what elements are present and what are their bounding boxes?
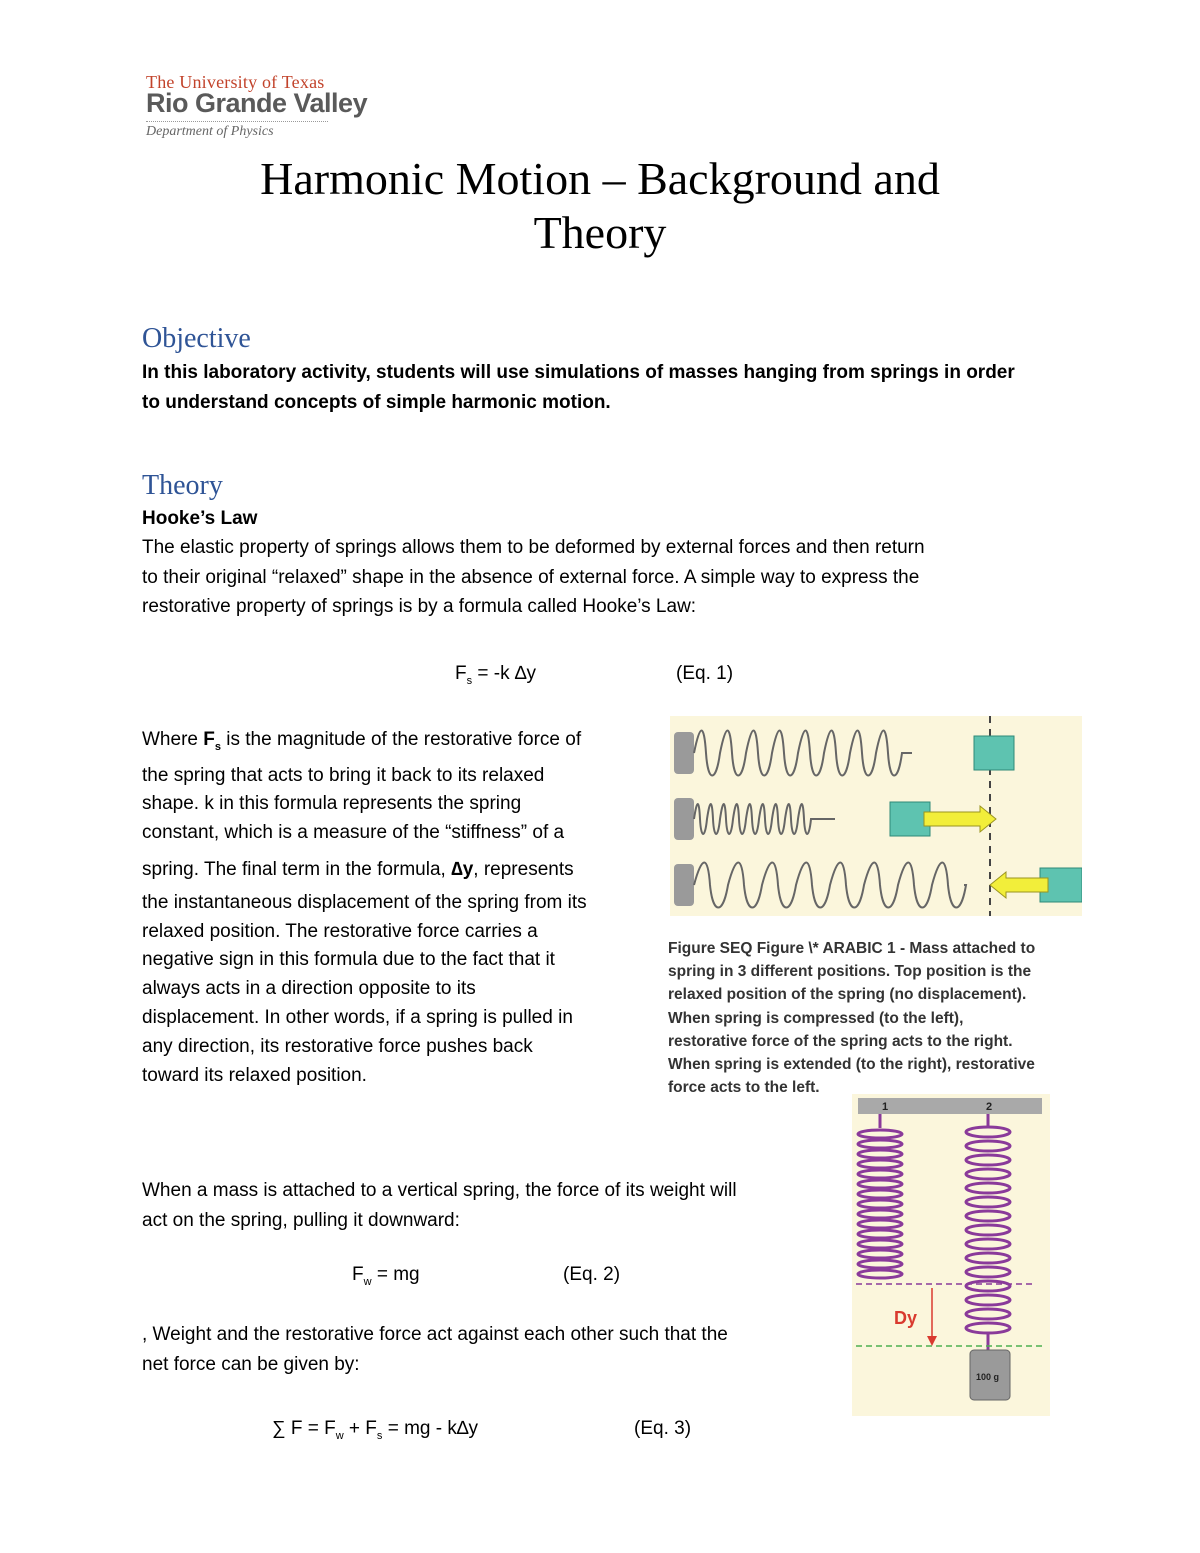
objective-line-2: to understand concepts of simple harmonic motion. (142, 391, 611, 413)
eq2-lhs: F (352, 1264, 364, 1285)
caption-line: When spring is extended (to the right), restorative (668, 1056, 1035, 1074)
text-run: spring. The final term in the formula, (142, 858, 452, 880)
caption-line: spring in 3 different positions. Top position is the (668, 963, 1032, 981)
caption-line: restorative force of the spring acts to the right. (668, 1032, 1013, 1050)
logo-divider (146, 121, 328, 122)
figure-2-vertical-springs (852, 1094, 1050, 1416)
paragraph-line: , Weight and the restorative force act against each other such that the (142, 1324, 728, 1345)
eq2-rhs: = mg (371, 1264, 420, 1285)
spring-1-label: 1 (882, 1101, 889, 1113)
wall-block (674, 864, 694, 906)
figure-1-caption (668, 937, 1088, 1099)
paragraph-line: any direction, its restorative force pushes back (142, 1035, 533, 1057)
paragraph-line: the spring that acts to bring it back to its relaxed (142, 764, 545, 786)
spring-2-label: 2 (986, 1101, 993, 1113)
mass-block-relaxed (974, 736, 1014, 770)
equation-2 (352, 1264, 420, 1288)
text-run: F (203, 729, 215, 750)
hookes-law-subheading: Hooke’s Law (142, 508, 258, 529)
caption-line: Figure SEQ Figure \* ARABIC 1 - Mass attached to (668, 940, 1036, 957)
objective-heading: Objective (142, 323, 251, 354)
paragraph-line: to their original “relaxed” shape in the absence of external force. A simple way to express the (142, 566, 920, 588)
eq2-sub: w (363, 1275, 372, 1288)
equation-3-label: (Eq. 3) (634, 1418, 692, 1439)
paragraph-line: toward its relaxed position. (142, 1064, 367, 1086)
eq1-sub: s (466, 674, 473, 687)
eq1-lhs: F (455, 663, 467, 684)
figure-1-springs (670, 716, 1082, 916)
paragraph-line: negative sign in this formula due to the fact that it (142, 949, 555, 971)
paragraph-line: act on the spring, pulling it downward: (142, 1209, 460, 1231)
equation-2-label: (Eq. 2) (563, 1264, 621, 1285)
wall-block (674, 732, 694, 774)
eq3-part-c: = mg - k∆y (382, 1418, 478, 1439)
paragraph-line: net force can be given by: (142, 1353, 360, 1375)
wall-block (674, 798, 694, 840)
paragraph-line: shape. k in this formula represents the spring (142, 793, 522, 815)
logo-university: The University of Texas (146, 72, 325, 92)
paragraph-line: displacement. In other words, if a spring is pulled in (142, 1006, 573, 1028)
text-run: s (214, 740, 221, 753)
page-title (120, 152, 1080, 260)
eq3-part-a: ∑ F = F (272, 1418, 336, 1439)
title-line-2: Theory (533, 207, 667, 258)
caption-line: When spring is compressed (to the left), (668, 1009, 964, 1027)
caption-line: force acts to the left. (668, 1079, 820, 1097)
eq3-part-b: + F (343, 1418, 377, 1439)
text-run: Where (142, 729, 204, 750)
eq1-rhs: = -k ∆y (472, 663, 536, 684)
caption-line: relaxed position of the spring (no displacement). (668, 986, 1027, 1004)
objective-line-1: In this laboratory activity, students will use simulations of masses hanging from springs in order (142, 362, 1015, 383)
paragraph-line: the instantaneous displacement of the spring from its (142, 891, 587, 913)
equation-3 (272, 1418, 478, 1442)
text-run: is the magnitude of the restorative force of (220, 729, 582, 750)
eq3-sub-1: w (335, 1429, 344, 1442)
paragraph-line: restorative property of springs is by a formula called Hooke’s Law: (142, 596, 697, 617)
paragraph-line: constant, which is a measure of the “stiffness” of a (142, 822, 565, 844)
paragraph-line (142, 726, 662, 762)
paragraph-line: When a mass is attached to a vertical spring, the force of its weight will (142, 1180, 737, 1201)
equation-1 (455, 663, 536, 687)
theory-heading: Theory (142, 470, 223, 501)
objective-text (142, 358, 1015, 417)
paragraph-line: The elastic property of springs allows them to be deformed by external forces and then return (142, 537, 925, 558)
vertical-spring-paragraph (142, 1176, 737, 1235)
net-force-paragraph (142, 1320, 728, 1379)
theory-paragraph-1 (142, 533, 925, 622)
logo-campus: Rio Grande Valley (146, 88, 368, 118)
paragraph-line: relaxed position. The restorative force carries a (142, 920, 538, 942)
text-run: ∆y (451, 858, 474, 880)
dy-label: Dy (894, 1308, 918, 1328)
title-line-1: Harmonic Motion – Background and (260, 153, 940, 204)
paragraph-line: always acts in a direction opposite to its (142, 978, 476, 1000)
eq3-sub-2: s (376, 1429, 383, 1442)
text-run: , represents (473, 858, 574, 880)
mass-label: 100 g (976, 1372, 1000, 1382)
logo-department: Department of Physics (146, 124, 274, 139)
equation-1-label: (Eq. 1) (676, 663, 734, 684)
where-paragraph (142, 726, 662, 1090)
figure-2-background (852, 1094, 1050, 1416)
paragraph-line (142, 856, 662, 885)
